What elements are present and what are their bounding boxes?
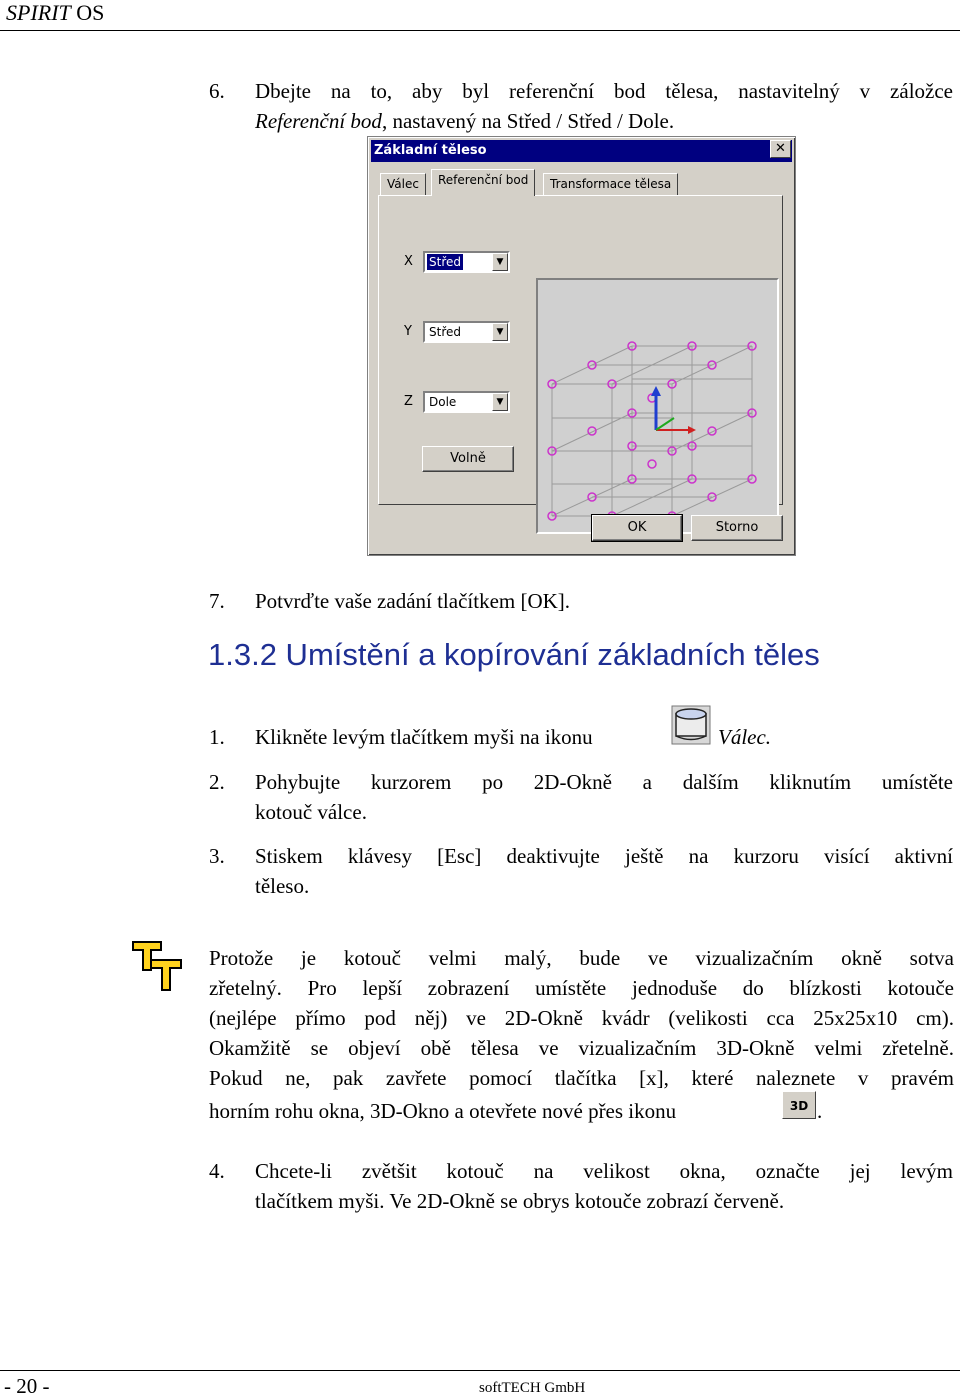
tip-line-2: zřetelný. Pro lepší zobrazení umístěte jednoduše do blízkosti kotouče <box>209 976 954 1000</box>
step1-cylinder: Válec. <box>718 725 772 749</box>
tip-last-line: horním rohu okna, 3D-Okno a otevřete nové přes ikonu <box>209 1099 677 1123</box>
tip-line-3: (nejlépe přímo pod něj) ve 2D-Okně kvádr (velikosti cca 25x25x10 cm). <box>209 1006 954 1030</box>
3d-icon-label: 3D <box>789 1099 809 1113</box>
close-icon[interactable]: ✕ <box>770 140 791 158</box>
tip-line-4: Okamžitě se objeví obě tělesa ve vizualizačním 3D-Okně velmi zřetelně. <box>209 1036 954 1060</box>
cylinder-icon <box>671 705 711 745</box>
tip-last-line-end: . <box>817 1099 823 1123</box>
tip-paragraph <box>209 943 954 1093</box>
axis-label-x: X <box>404 254 413 269</box>
item6-line2: , nastavený na Střed / Střed / Dole. <box>381 109 675 133</box>
axis-label-y: Y <box>404 324 412 339</box>
item6-number: 6. <box>209 79 225 103</box>
y-position-value: Střed <box>429 325 461 339</box>
tip-line-1: Protože je kotouč velmi malý, bude ve vizualizačním okně sotva <box>209 946 954 970</box>
footer-rule <box>0 1370 960 1371</box>
tab-panel <box>378 195 783 505</box>
item6-line1: Dbejte na to, aby byl referenční bod tělesa, nastavitelný v záložce <box>255 79 953 103</box>
step1-number: 1. <box>209 725 225 749</box>
chevron-down-icon[interactable]: ▼ <box>492 393 508 411</box>
free-button[interactable]: Volně <box>422 446 514 472</box>
header-brand-rest: OS <box>70 0 105 25</box>
z-position-value: Dole <box>429 395 457 409</box>
step4-text <box>255 1156 953 1216</box>
chevron-down-icon[interactable]: ▼ <box>492 323 508 341</box>
company-name: softTECH GmbH <box>479 1380 586 1396</box>
step2-line2: kotouč válce. <box>255 800 367 824</box>
ok-button[interactable]: OK <box>592 515 682 541</box>
header-rule <box>0 30 960 31</box>
step3-text <box>255 841 953 901</box>
step2-text <box>255 767 953 827</box>
y-position-select[interactable] <box>423 321 510 343</box>
step3-number: 3. <box>209 844 225 868</box>
chevron-down-icon[interactable]: ▼ <box>492 253 508 271</box>
tab-body-transform[interactable]: Transformace tělesa <box>543 173 678 195</box>
reference-grid-icon <box>538 280 777 532</box>
step3-line2: těleso. <box>255 874 310 898</box>
tab-reference-point[interactable]: Referenční bod <box>431 169 535 196</box>
x-position-select[interactable] <box>423 251 510 273</box>
step4-line2: tlačítkem myši. Ve 2D-Okně se obrys kotouče zobrazí červeně. <box>255 1189 785 1213</box>
step1-text: Klikněte levým tlačítkem myši na ikonu <box>255 725 593 749</box>
new-3d-window-icon <box>782 1091 816 1119</box>
header-brand-italic: SPIRIT <box>6 0 71 25</box>
item7-number: 7. <box>209 589 225 613</box>
header-brand <box>6 0 104 26</box>
item7-text: Potvrďte vaše zadání tlačítkem [OK]. <box>255 589 571 613</box>
step3-line1: Stiskem klávesy [Esc] deaktivujte ještě na kurzoru visící aktivní <box>255 844 953 868</box>
step2-line1: Pohybujte kurzorem po 2D-Okně a dalším kliknutím umístěte <box>255 770 953 794</box>
item6-text <box>255 76 953 136</box>
tip-tt-icon <box>131 940 187 994</box>
z-position-select[interactable] <box>423 391 510 413</box>
step2-number: 2. <box>209 770 225 794</box>
section-heading: 1.3.2 Umístění a kopírování základních těles <box>208 637 820 672</box>
page-number: - 20 - <box>4 1374 50 1398</box>
tab-cylinder[interactable]: Válec <box>380 173 426 195</box>
x-position-value: Střed <box>429 255 461 269</box>
base-body-dialog <box>367 136 796 556</box>
step4-number: 4. <box>209 1159 225 1183</box>
item6-italic: Referenční bod <box>255 109 382 133</box>
reference-point-preview[interactable] <box>536 278 779 534</box>
cancel-button[interactable]: Storno <box>691 515 783 541</box>
dialog-title: Základní těleso <box>371 140 792 162</box>
step4-line1: Chcete-li zvětšit kotouč na velikost okna, označte jej levým <box>255 1159 953 1183</box>
axis-label-z: Z <box>404 394 413 409</box>
tip-line-5: Pokud ne, pak zavřete pomocí tlačítka [x], které naleznete v pravém <box>209 1066 954 1090</box>
